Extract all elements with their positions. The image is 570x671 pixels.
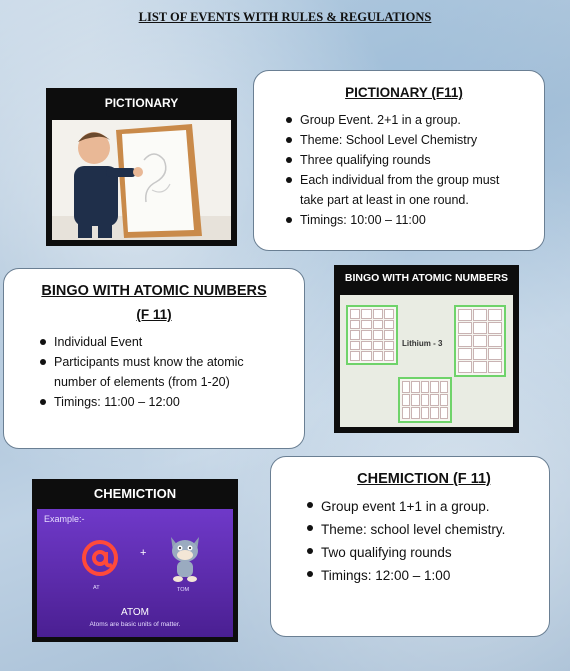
- pictionary-card: [253, 70, 545, 251]
- bingo-image-label: Lithium - 3: [402, 339, 443, 348]
- pictionary-image: [46, 88, 237, 246]
- chemiction-caption: Atoms are basic units of matter.: [89, 621, 181, 628]
- chemiction-answer: ATOM: [121, 607, 149, 618]
- bingo-card: [3, 268, 305, 449]
- chemiction-image-title: CHEMICTION: [93, 486, 177, 501]
- list-item: Each individual from the group must take part at least in one round.: [284, 170, 524, 210]
- list-item: Timings: 11:00 – 12:00: [38, 392, 268, 412]
- list-item: Timings: 10:00 – 11:00: [284, 210, 524, 230]
- list-item: Three qualifying rounds: [284, 150, 524, 170]
- chemiction-card-title: CHEMICTION (F 11): [357, 471, 491, 487]
- list-item: Timings: 12:00 – 1:00: [305, 564, 525, 587]
- list-item: Group event 1+1 in a group.: [305, 495, 525, 518]
- list-item: Participants must know the atomic number of elements (from 1-20): [38, 352, 268, 392]
- bingo-photo-scene: [340, 295, 513, 427]
- chemiction-plus: +: [140, 547, 147, 559]
- bingo-image-title: BINGO WITH ATOMIC NUMBERS: [344, 272, 509, 284]
- chemiction-image: [32, 479, 238, 642]
- cartoon-cat-icon: [167, 533, 203, 583]
- bingo-grid-right: [454, 305, 506, 377]
- page-title: LIST OF EVENTS WITH RULES & REGULATIONS: [138, 10, 432, 24]
- pictionary-image-title: PICTIONARY: [104, 96, 179, 110]
- bingo-grid-left: [346, 305, 398, 365]
- chemiction-example-label: Example:-: [44, 514, 85, 524]
- pictionary-card-title: PICTIONARY (F11): [345, 85, 463, 100]
- chemiction-card: [270, 456, 550, 637]
- bingo-card-subtitle: (F 11): [136, 307, 172, 322]
- list-item: Theme: school level chemistry.: [305, 518, 525, 541]
- chemiction-rules-list: [305, 495, 525, 587]
- list-item: Two qualifying rounds: [305, 541, 525, 564]
- bingo-grid-bottom: [398, 377, 452, 423]
- list-item: Individual Event: [38, 332, 268, 352]
- chemiction-left-label: AT: [93, 585, 100, 591]
- bingo-rules-list: [38, 332, 268, 412]
- at-symbol-icon: [81, 539, 119, 577]
- chemiction-slide: [37, 509, 233, 637]
- bingo-card-title: BINGO WITH ATOMIC NUMBERS: [41, 283, 267, 299]
- list-item: Group Event. 2+1 in a group.: [284, 110, 524, 130]
- bingo-image: [334, 265, 519, 433]
- pictionary-rules-list: [284, 110, 524, 230]
- pictionary-photo-scene: [52, 120, 231, 240]
- list-item: Theme: School Level Chemistry: [284, 130, 524, 150]
- chemiction-right-label: TOM: [177, 587, 190, 593]
